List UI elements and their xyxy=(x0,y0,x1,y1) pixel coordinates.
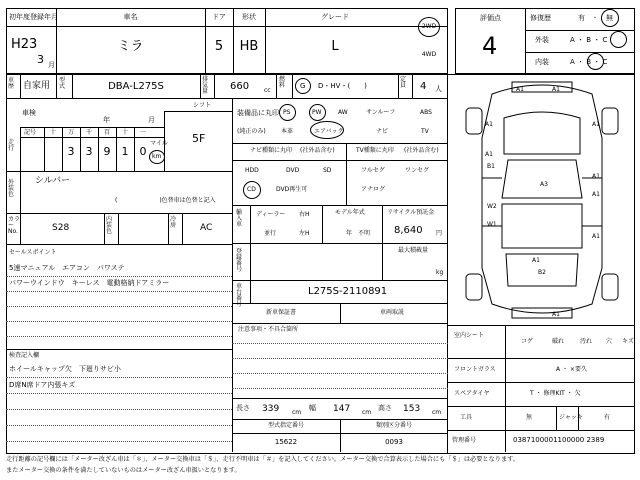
diagram-label: B1 xyxy=(487,163,495,170)
equip-tv: TV xyxy=(421,128,429,135)
chassis-value: L275S-2110891 xyxy=(308,286,388,297)
fuel-value: G xyxy=(300,82,306,90)
color-no-label: カラーNo. xyxy=(8,216,21,235)
tv-oneseg: ワンセグ xyxy=(405,167,430,174)
equip-navi: ナビ xyxy=(376,128,389,135)
mgmt-label: 管理番号 xyxy=(452,437,477,444)
seat-scratch: キズ xyxy=(622,338,634,345)
jack-label: ジャッキ xyxy=(559,414,583,421)
width-label: 幅 xyxy=(309,404,316,412)
glass-label: フロントガラス xyxy=(454,366,496,373)
use-value: 自家用 xyxy=(23,81,51,91)
month-unit: 月 xyxy=(48,61,55,69)
shift-value: 5F xyxy=(192,132,206,145)
fuel-label: 燃料 xyxy=(279,76,286,89)
equip-pw: PW xyxy=(312,109,322,116)
equip-aw: AW xyxy=(338,109,348,116)
recycle-label: リサイクル預託金 xyxy=(387,209,435,216)
digit-header: 十 xyxy=(49,129,56,136)
width-value: 147 xyxy=(333,404,351,414)
car-name-label: 車名 xyxy=(123,13,138,21)
inspect-notes-label: 検査記入欄 xyxy=(9,352,40,359)
disp-unit: cc xyxy=(264,87,271,94)
mile-unit: マイル xyxy=(150,140,168,147)
grade-value: L xyxy=(331,39,339,54)
tool-label: 工具 xyxy=(460,414,473,421)
diagram-label: A1 xyxy=(516,86,524,93)
digit-header: 一 xyxy=(139,129,146,136)
inspect-month: 月 xyxy=(148,116,155,124)
ext-grade-scale: A ・ B ・ C xyxy=(570,36,608,44)
width-unit: cm xyxy=(362,409,372,416)
diagram-label: A1 xyxy=(592,191,600,198)
model-year-label: モデル年式 xyxy=(335,209,365,216)
reg-date-value: H23 xyxy=(11,37,38,52)
equip-label: 装備品に丸印 xyxy=(237,109,279,117)
diagram-label: A1 xyxy=(552,86,560,93)
import-label: 輸入車 xyxy=(236,209,243,228)
model-value: DBA-L275S xyxy=(108,81,164,92)
spare-value: T ・ 修理KIT ・ 欠 xyxy=(530,390,581,397)
footer-line2: またメーター交換の条件を満たしていないものはメーター改ざん車扱いとなります。 xyxy=(6,467,241,474)
equip-sunroof: サンルーフ xyxy=(366,109,396,116)
score-value: 4 xyxy=(482,32,498,60)
diagram-label: W1 xyxy=(487,221,497,228)
diagram-label: A3 xyxy=(540,181,548,188)
max-load-label: 最大積載量 xyxy=(398,247,429,254)
navi-sd: SD xyxy=(323,167,332,174)
repair-label: 修復歴 xyxy=(530,14,551,22)
grade-label: グレード xyxy=(321,13,349,21)
seat-dirt: 汚れ xyxy=(580,338,593,345)
diagram-label: A1 xyxy=(552,311,560,318)
ext-color-note: ( )色替車は色替と記入 xyxy=(115,197,216,204)
equip-abs: ABS xyxy=(420,109,432,116)
navi-label: ナビ種類に丸印 xyxy=(250,147,293,154)
parallel: 並行 xyxy=(264,230,277,237)
class-no-label: 類別区分番号 xyxy=(375,422,412,429)
mgmt-value: 0387100001100000 2389 xyxy=(513,436,605,444)
chassis-label: 車台番号 xyxy=(236,283,243,308)
length-value: 339 xyxy=(262,404,280,414)
digit-header: 万 xyxy=(67,129,74,136)
use-label: 車歴 xyxy=(8,77,15,90)
shape-value: HB xyxy=(239,39,259,54)
mileage-digit: 1 xyxy=(121,145,129,158)
diagram-label: W2 xyxy=(487,203,497,210)
ext-color-label: 外装色 xyxy=(8,179,15,198)
reg-date-label: 初年度登録年月 xyxy=(9,13,58,21)
diagram-label: A1 xyxy=(485,121,493,128)
int-color-label: 内装色 xyxy=(106,216,113,235)
travel-label: 走行 xyxy=(8,139,15,152)
car-name-value: ミラ xyxy=(117,39,144,54)
shift-label: シフト xyxy=(193,102,212,109)
seat-tear: 破れ xyxy=(552,338,565,345)
type-no-label: 型式指定番号 xyxy=(267,422,304,429)
sales-line1: 5速マニュアル エアコン パワステ xyxy=(9,264,125,272)
fuel-rest: D・HV・( ) xyxy=(318,82,367,90)
repair-no: 無 xyxy=(606,14,613,22)
diagram-label: A1 xyxy=(532,257,540,264)
int-grade-scale: A ・ B ・ C xyxy=(570,58,608,66)
cap-unit: 人 xyxy=(435,85,442,93)
km-unit: km xyxy=(152,153,162,160)
seat-hole: 穴 xyxy=(606,338,613,345)
sales-line2: パワーウインドウ キーレス 電動格納ドアミラー xyxy=(9,279,170,287)
inspect-label: 車検 xyxy=(22,109,36,117)
tv-label: TV種類に丸印 xyxy=(356,147,394,154)
door-value: 5 xyxy=(214,39,224,54)
tv-sub: (社外品含む) xyxy=(404,147,439,154)
navi-sub: (社外品含む) xyxy=(300,147,335,154)
dealer: ディーラー xyxy=(256,211,286,218)
ext-color-value: シルバー xyxy=(35,176,71,186)
spare-label: スペアタイヤ xyxy=(454,390,490,397)
score-label: 評価点 xyxy=(480,14,501,22)
int-grade-circle xyxy=(587,53,604,70)
ac-label: 冷房 xyxy=(170,216,177,229)
auction-sheet: 初年度登録年月 車名 ドア 形状 グレード H23 3 月 ミラ 5 HB L 2WD 4WD 評価点 4 修復歴 有 ・ 無 外装 A ・ B ・ C 内装 A ・ B ・ C 車歴 自家用 型式 DBA-L275S 排気量 660 cc 燃料 G D・HV・( ) 定員 4 人 車検 年 月 シフト 記号 走行 十 万 千 百 十 一 3 3 9 1 0 マイル km 5F 装備品に丸印 (純正のみ) PS PW AW サンルーフ ABS 本革 エアバック ナビ TV ナビ種類に丸印 (社外品含む) TV種類に丸印 (社外品含む) HDD DVD SD フルセグ ワンセグ アナログ CD DVD再生可 外装色 シルバー ( )色替車は色替と記入 カラーNo. S28 内装色 冷房 AC セールスポイント 5速マニュアル エアコン パワステ パワーウインドウ キーレス 電動格納ドアミラー 検査記入欄 ホイールキャップ欠 下廻りサビ小 D席N席ドア内張キズ 輸入車 ディーラー 並行 右H 左H モデル年式 年 不明 リサイクル預託金 8,640 円 最大積載量 kg 登録番号 車台番号 L275S-2110891 新車保証書 車両取説 注意事項・不具合箇所 長さ 339 cm 幅 147 cm 高さ 153 cm 型式指定番号 類別区分番号 15622 0093 室内シート コゲ 破れ 汚れ 穴 キズ フロントガラス A ・ ×要久 スペアタイヤ T ・ 修理KIT ・ 欠 工具 無 ジャッキ 有 管理番号 0387100001100000 2389 A1 A1 A1 A1 A1 A1 A1 B1 W2 W1 A3 A1 A1 B2 A1 走行距離の記号欄には「メーター改ざん車は「＊」、メーター交換車は「＄」、走行不明車は「＃」を記入してください。メーター交換で合算表示した場合にも「＄」は必要となります。 またメーター交換の条件を満たしていないものはメーター改ざん車扱いとなります。 xyxy=(0,0,640,480)
equip-ps: PS xyxy=(283,109,291,116)
door-label: ドア xyxy=(212,13,226,21)
navi-dvd: DVD xyxy=(286,167,300,174)
equip-sub: (純正のみ) xyxy=(237,128,266,135)
kg: kg xyxy=(436,269,444,276)
mileage-digit: 0 xyxy=(139,145,147,158)
drive-4wd: 4WD xyxy=(421,51,437,58)
height-unit: cm xyxy=(432,409,442,416)
dvd-play: DVD再生可 xyxy=(276,186,308,193)
recycle-value: 8,640 xyxy=(394,225,423,236)
ext-grade-label: 外装 xyxy=(535,36,549,44)
cap-value: 4 xyxy=(420,81,427,92)
repair-yes: 有 xyxy=(578,14,585,22)
ext-grade-circle xyxy=(610,31,627,48)
int-grade-label: 内装 xyxy=(535,58,549,66)
class-no-value: 0093 xyxy=(385,438,403,446)
jack-value: 有 xyxy=(604,414,611,421)
disp-value: 660 xyxy=(230,81,250,92)
diagram-label: A1 xyxy=(592,173,600,180)
tv-analog: アナログ xyxy=(361,186,386,193)
diagram-label: A1 xyxy=(592,121,600,128)
mileage-digit: 3 xyxy=(85,145,93,158)
inspect-notes-line1: ホイールキャップ欠 下廻りサビ小 xyxy=(9,365,121,373)
glass-value: A ・ ×要久 xyxy=(556,366,587,373)
equip-leather: 本革 xyxy=(281,128,294,135)
disp-label: 排気量 xyxy=(202,76,209,95)
diagram-label: A1 xyxy=(592,233,600,240)
diagram-label: A1 xyxy=(485,151,493,158)
footer-line1: 走行距離の記号欄には「メーター改ざん車は「＊」、メーター交換車は「＄」、走行不明車は「＃」を記入してください。メーター交換で合算表示した場合にも「＄」は必要となります。 xyxy=(6,456,520,463)
sales-label: セールスポイント xyxy=(9,249,57,256)
shape-label: 形状 xyxy=(242,13,256,21)
length-label: 長さ xyxy=(236,404,250,412)
mileage-digit: 3 xyxy=(67,145,75,158)
seat-burn: コゲ xyxy=(521,338,534,345)
reg-month-value: 3 xyxy=(37,53,44,66)
notes-label: 注意事項・不具合箇所 xyxy=(238,326,299,333)
manual: 車両取説 xyxy=(380,309,405,316)
new-warranty: 新車保証書 xyxy=(266,309,297,316)
diagram-label: B2 xyxy=(538,269,546,276)
length-unit: cm xyxy=(292,409,302,416)
right-hand: 右H xyxy=(299,211,310,218)
navi-hdd: HDD xyxy=(245,167,259,174)
drive-2wd: 2WD xyxy=(421,23,437,30)
digit-header: 十 xyxy=(121,129,128,136)
equip-airbag: エアバック xyxy=(314,128,344,135)
record-label: 記号 xyxy=(24,129,37,136)
height-label: 高さ xyxy=(378,404,392,412)
reg-no-label: 登録番号 xyxy=(236,248,243,273)
seat-label: 室内シート xyxy=(454,332,485,339)
cap-label: 定員 xyxy=(400,76,407,89)
car-damage-diagram xyxy=(452,78,634,322)
ac-value: AC xyxy=(200,223,213,233)
height-value: 153 xyxy=(403,404,421,414)
inspect-notes-line2: D席N席ドア内張キズ xyxy=(9,381,76,389)
color-no-value: S28 xyxy=(52,223,70,233)
digit-header: 千 xyxy=(85,129,92,136)
yen: 円 xyxy=(436,230,443,237)
left-hand: 左H xyxy=(299,230,310,237)
inspect-year: 年 xyxy=(103,116,110,124)
model-label: 型式 xyxy=(59,77,66,90)
tv-fullseg: フルセグ xyxy=(361,167,385,174)
mileage-digit: 9 xyxy=(103,145,111,158)
equip-cd: CD xyxy=(247,186,256,193)
tool-value: 無 xyxy=(526,414,533,421)
digit-header: 百 xyxy=(103,129,110,136)
type-no-value: 15622 xyxy=(274,438,298,446)
model-year-value: 年 不明 xyxy=(346,230,371,237)
